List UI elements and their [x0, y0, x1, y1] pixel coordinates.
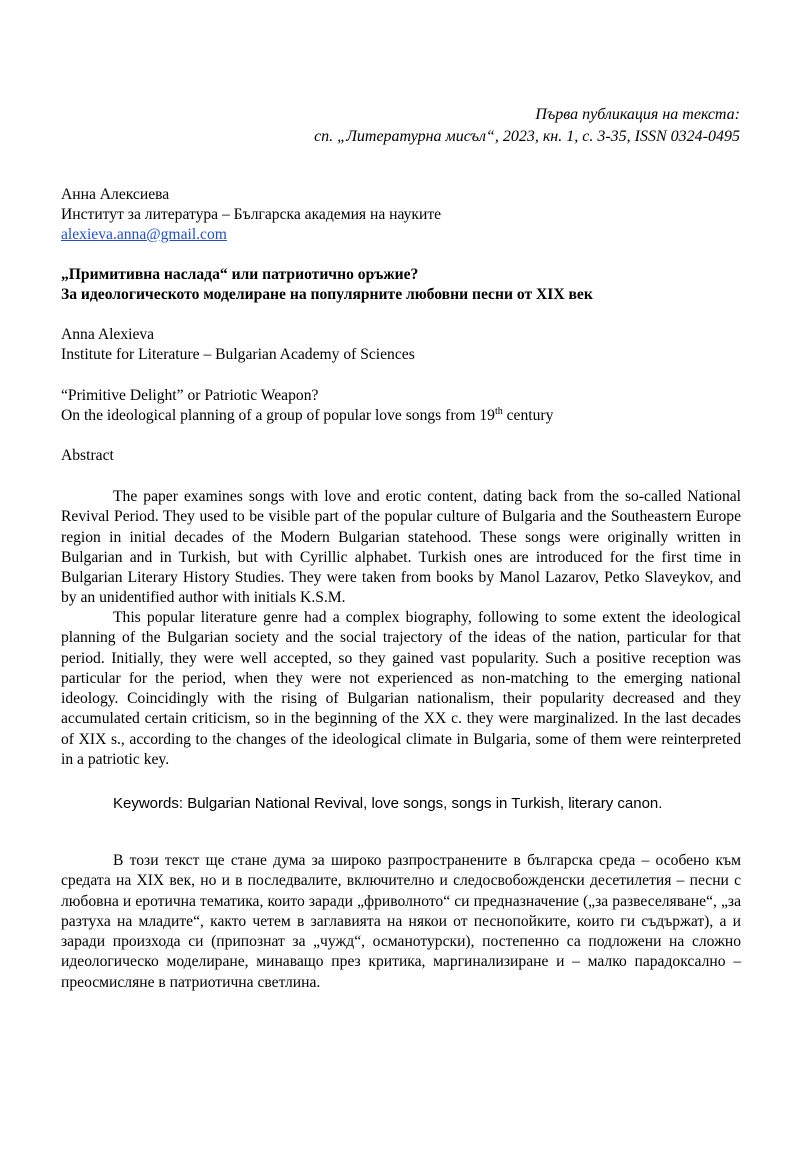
author-affiliation-bg: Институт за литература – Българска академия на науките — [61, 206, 442, 223]
author-affiliation-en: Institute for Literature – Bulgarian Academy of Sciences — [61, 346, 415, 363]
paper-title-en-line2: On the ideological planning of a group of popular love songs from 19th century — [61, 405, 554, 424]
author-email-link[interactable]: alexieva.anna@gmail.com — [61, 226, 227, 243]
publication-note-line2: сп. „Литературна мисъл“, 2023, кн. 1, с. 3-35, ISSN 0324-0495 — [314, 128, 740, 145]
paper-title-en-line1: “Primitive Delight” or Patriotic Weapon? — [61, 387, 319, 404]
body-paragraph-1: В този текст ще стане дума за широко разпространените в българска среда – особено към средата на XIX век, но и в последвалите, включително и следосвобожденски десетилетия – песни с любовна и еротична тематика, които заради „фриволното“ си предназначение („за развеселяване“, „за разтуха на младите“, както четем в заглавията на някои от песнопойките, които ги съдържат), а и заради произхода си (припознат за „чужд“, османотурски), постепенно са подложени на сложно идеологическо моделиране, минаващо през критика, маргинализиране и – малко парадоксално – преосмисляне в патриотична светлина. — [61, 852, 741, 991]
paper-title-bg — [61, 265, 741, 305]
abstract-paragraph-1: The paper examines songs with love and erotic content, dating back from the so-called National Revival Period. They used to be visible part of the popular culture of Bulgaria and the Southeastern Europe region in initial decades of the Modern Bulgarian statehood. These songs were originally written in Bulgarian and in Turkish, but with Cyrillic alphabet. Turkish ones are introduced for the first time in Bulgarian Literary History Studies. They were taken from books by Manol Lazarov, Petko Slaveykov, and by an unidentified author with initials K.S.M. — [61, 488, 741, 607]
keywords-line: Keywords: Bulgarian National Revival, love songs, songs in Turkish, literary canon. — [113, 795, 663, 812]
author-block-bg — [61, 185, 741, 245]
abstract-paragraph-2: This popular literature genre had a complex biography, following to some extent the ideological planning of the Bulgarian society and the social trajectory of the ideas of the nation, particular for that period. Initially, they were well accepted, so they gained vast popularity. Such a positive reception was particular for the period, when they were not experienced as non-matching to the emerging national ideology. Coincidingly with the rising of Bulgarian nationalism, their popularity decreased and they accumulated certain criticism, so in the beginning of the XX c. they were marginalized. In the last decades of XIX s., according to the changes of the ideological climate in Bulgaria, some of them were reinterpreted in a patriotic key. — [61, 609, 741, 769]
paper-title-en — [61, 386, 741, 426]
author-block-en — [61, 325, 741, 365]
publication-note-line1: Първа публикация на текста: — [535, 106, 740, 123]
paper-title-bg-line2: За идеологическото моделиране на популярните любовни песни от XIX век — [61, 286, 593, 303]
author-name-en: Anna Alexieva — [61, 326, 155, 343]
author-name-bg: Анна Алексиева — [61, 186, 170, 203]
paper-title-bg-line1: „Примитивна наслада“ или патриотично оръжие? — [61, 266, 419, 283]
abstract-heading: Abstract — [61, 447, 114, 464]
publication-note — [100, 104, 740, 148]
